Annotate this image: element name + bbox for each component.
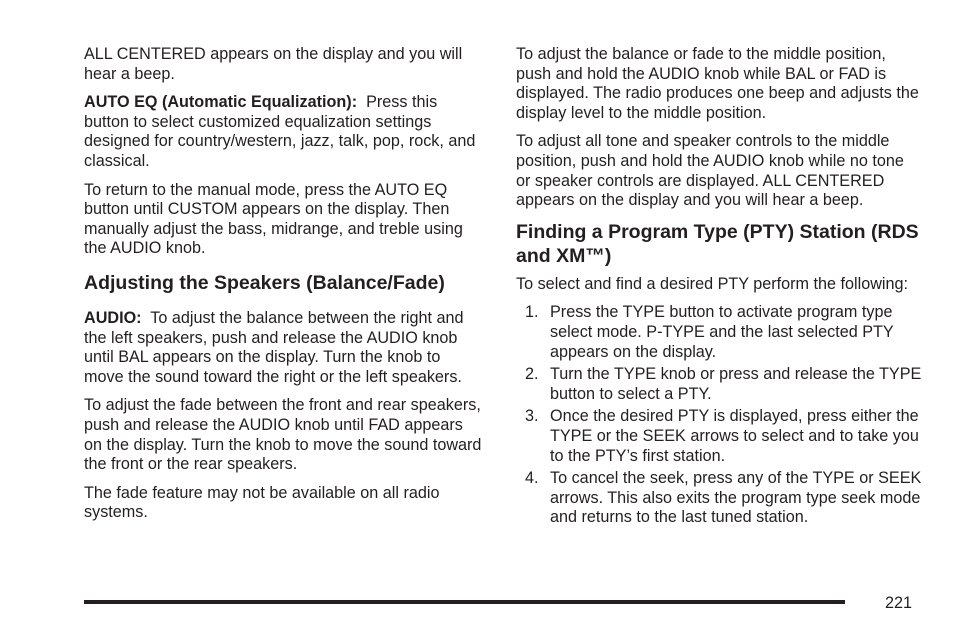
section-heading-pty: Finding a Program Type (PTY) Station (RDS and XM™) bbox=[516, 220, 919, 267]
paragraph-all-centered: ALL CENTERED appears on the display and you will hear a beep. bbox=[84, 45, 463, 83]
list-item bbox=[516, 469, 922, 528]
right-column bbox=[516, 45, 922, 531]
paragraph-audio-balance bbox=[84, 309, 484, 387]
paragraph-auto-eq bbox=[84, 93, 484, 171]
step-number: 4. bbox=[525, 469, 539, 488]
section-heading-speakers: Adjusting the Speakers (Balance/Fade) bbox=[84, 271, 445, 294]
paragraph-pty-intro: To select and find a desired PTY perform the following: bbox=[516, 274, 909, 293]
paragraph-tone-controls: To adjust all tone and speaker controls to the middle position, push and hold the AUDIO knob while no tone or speaker controls are displayed. ALL CENTERED appears on the display and you will hear a beep. bbox=[516, 132, 904, 210]
auto-eq-lead: AUTO EQ (Automatic Equalization): bbox=[84, 93, 358, 112]
pty-steps-list bbox=[516, 303, 922, 528]
page-number: 221 bbox=[885, 594, 913, 612]
paragraph-middle-position: To adjust the balance or fade to the middle position, push and hold the AUDIO knob while BAL or FAD is displayed. The radio produces one beep and adjusts the display level to the middle position. bbox=[516, 45, 919, 122]
paragraph-fade-availability: The fade feature may not be available on all radio systems. bbox=[84, 483, 440, 522]
step-number: 1. bbox=[525, 303, 539, 322]
step-text: Once the desired PTY is displayed, press either the TYPE or the SEEK arrows to select and to take you to the PTY’s first station. bbox=[550, 407, 919, 465]
audio-lead: AUDIO: bbox=[84, 308, 142, 327]
step-text: To cancel the seek, press any of the TYPE or SEEK arrows. This also exits the program type seek mode and returns to the last tuned station. bbox=[550, 469, 922, 527]
step-text: Press the TYPE button to activate program type select mode. P-TYPE and the last selected PTY appears on the display. bbox=[550, 303, 894, 361]
auto-eq-body: Press this button to select customized equalization settings designed for country/western, jazz, talk, pop, rock, and classical. bbox=[84, 93, 476, 170]
list-item bbox=[516, 303, 922, 362]
step-number: 2. bbox=[525, 365, 539, 384]
list-item bbox=[516, 407, 922, 466]
footer-rule bbox=[84, 600, 845, 604]
list-item bbox=[516, 365, 922, 404]
left-column bbox=[84, 45, 484, 532]
step-text: Turn the TYPE knob or press and release the TYPE button to select a PTY. bbox=[550, 365, 922, 403]
paragraph-manual-mode: To return to the manual mode, press the AUTO EQ button until CUSTOM appears on the display. Then manually adjust the bass, midrange, and treble using the AUDIO knob. bbox=[84, 180, 463, 258]
step-number: 3. bbox=[525, 407, 539, 426]
audio-body: To adjust the balance between the right and the left speakers, push and release the AUDIO knob until BAL appears on the display. Turn the knob to move the sound toward the right or the left speakers. bbox=[84, 308, 464, 386]
paragraph-fade: To adjust the fade between the front and rear speakers, push and release the AUDIO knob until FAD appears on the display. Turn the knob to move the sound toward the front or the rear speakers. bbox=[84, 396, 482, 474]
